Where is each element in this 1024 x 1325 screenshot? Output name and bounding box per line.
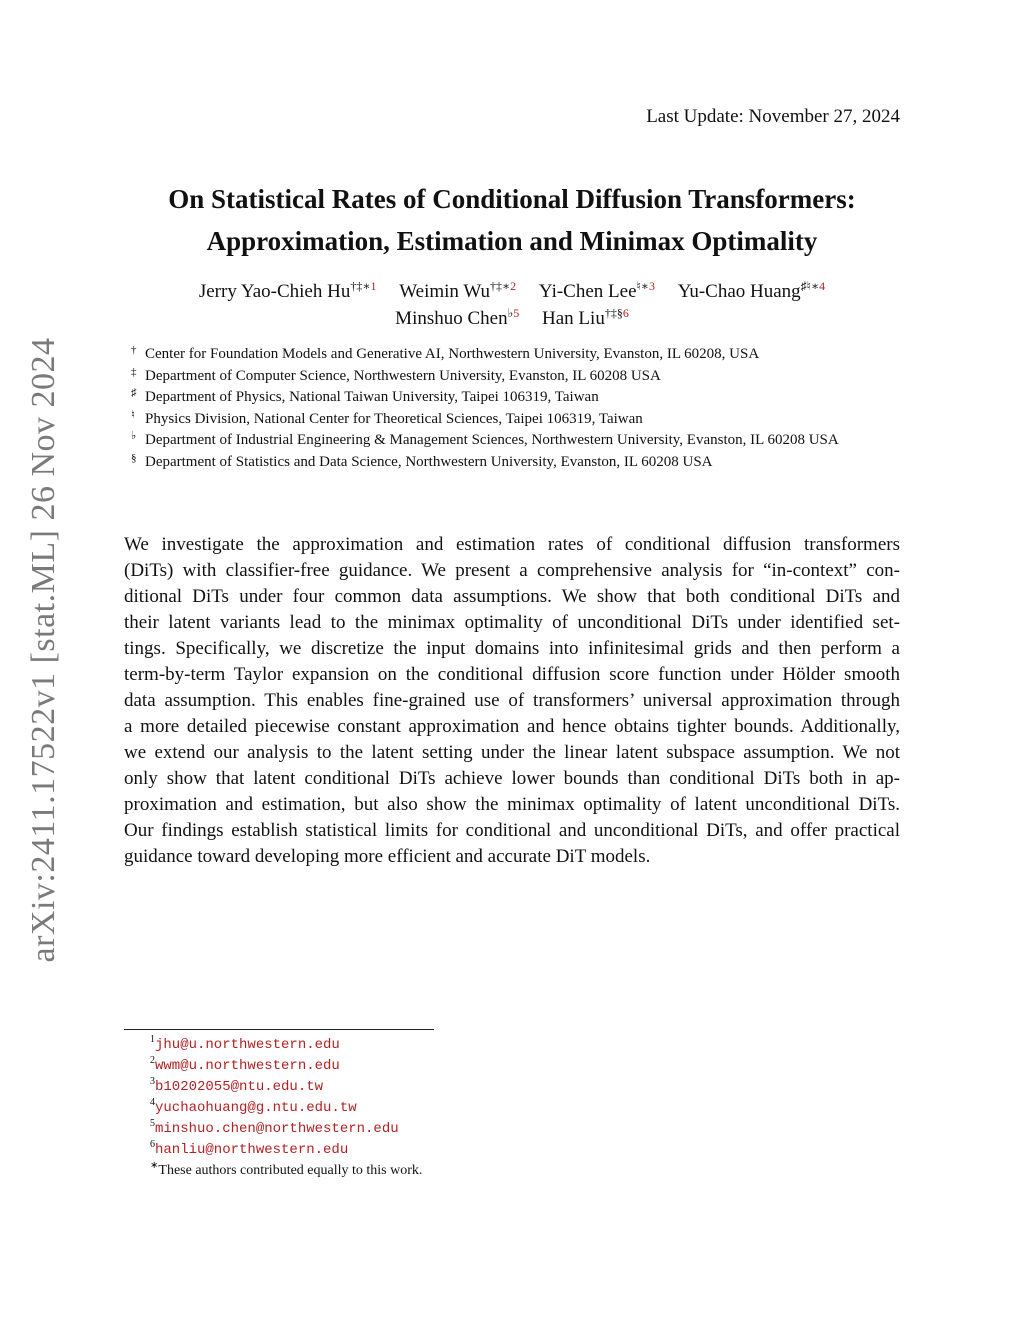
footnote [150,1097,422,1118]
affiliation: ♮ Physics Division, National Center for Theoretical Sciences, Taipei 106319, Taiwan [131,408,643,427]
abstract [124,532,900,870]
paper-title [0,178,1024,262]
affiliation-list [131,344,839,474]
author-footnote-link[interactable]: 3 [648,279,655,293]
email-link[interactable]: hanliu@northwestern.edu [155,1142,349,1158]
title-line-2: Approximation, Estimation and Minimax Optimality [206,226,818,256]
footnote-mark: 2 [150,1055,155,1066]
affiliation: ♯ Department of Physics, National Taiwan University, Taipei 106319, Taiwan [131,387,599,406]
footnote [150,1055,422,1076]
email-link[interactable]: minshuo.chen@northwestern.edu [155,1121,399,1137]
author-row-2 [0,305,1024,332]
footnote [150,1076,422,1097]
abstract-line: (DiTs) with classifier-free guidance. We present a comprehensive analysis for “in-context” con- [124,560,900,581]
abstract-line: term-by-term Taylor expansion on the conditional diffusion score function under Hölder smooth [124,664,900,685]
affiliation-text: Department of Statistics and Data Science, Northwestern University, Evanston, IL 60208 USA [145,453,713,470]
footnote [150,1139,422,1160]
abstract-line: we extend our analysis to the latent setting under the linear latent subspace assumption. We not [124,742,900,763]
abstract-line: a more detailed piecewise constant approximation and hence obtains tighter bounds. Additionally, [124,716,900,737]
author-list [0,278,1024,332]
author-name: Yu-Chao Huang [677,281,801,302]
author-footnote-link[interactable]: 6 [622,306,629,320]
affiliation-text: Department of Industrial Engineering & Management Sciences, Northwestern University, Evanston, IL 60208 USA [145,432,839,449]
author-name: Minshuo Chen [395,308,508,329]
author [199,278,377,305]
email-link[interactable]: yuchaohuang@g.ntu.edu.tw [155,1100,357,1116]
abstract-line: ditional DiTs under four common data assumptions. We show that both conditional DiTs and [124,586,900,607]
affiliation-text: Department of Computer Science, Northwestern University, Evanston, IL 60208 USA [145,367,661,384]
footnote-mark: ∗ [150,1160,159,1171]
author-name: Yi-Chen Lee [538,281,637,302]
abstract-line: guidance toward developing more efficient and accurate DiT models. [124,846,651,867]
author [542,305,629,332]
author-name: Weimin Wu [399,281,490,302]
equal-contribution-note [150,1160,422,1181]
email-link[interactable]: jhu@u.northwestern.edu [155,1037,340,1053]
footnote [150,1034,422,1055]
author-affiliation-marks: ♮∗ [636,279,649,293]
arxiv-stamp: arXiv:2411.17522v1 [stat.ML] 26 Nov 2024 [25,337,62,963]
author-name: Han Liu [542,308,605,329]
footnote [150,1118,422,1139]
author-footnote-link[interactable]: 4 [819,279,826,293]
abstract-line: Our findings establish statistical limits for conditional and unconditional DiTs, and offer practical [124,820,900,841]
last-update-date: Last Update: November 27, 2024 [646,106,900,127]
footnote-mark: 1 [150,1034,155,1045]
abstract-line: their latent variants lead to the minimax optimality of unconditional DiTs under identified set- [124,612,900,633]
author-affiliation-marks: ♯♮∗ [800,279,820,293]
author-footnote-link[interactable]: 1 [370,279,377,293]
author [678,278,825,305]
abstract-line: We investigate the approximation and estimation rates of conditional diffusion transformers [124,534,900,555]
affiliation: ‡ Department of Computer Science, Northwestern University, Evanston, IL 60208 USA [131,365,661,384]
footnote-divider [124,1029,434,1030]
author-footnote-link[interactable]: 5 [513,306,520,320]
author-affiliation-marks: †‡§ [604,306,623,320]
affiliation-text: Physics Division, National Center for Theoretical Sciences, Taipei 106319, Taiwan [145,410,643,427]
title-line-1: On Statistical Rates of Conditional Diffusion Transformers: [168,184,856,214]
author-affiliation-marks: †‡∗ [350,279,371,293]
abstract-line: only show that latent conditional DiTs achieve lower bounds than conditional DiTs both in ap- [124,768,900,789]
email-link[interactable]: wwm@u.northwestern.edu [155,1058,340,1074]
footnote-mark: 5 [150,1118,155,1129]
email-link[interactable]: b10202055@ntu.edu.tw [155,1079,324,1095]
affiliation: § Department of Statistics and Data Science, Northwestern University, Evanston, IL 60208 USA [131,451,713,470]
author-affiliation-marks: ♭ [507,306,514,320]
footnote-mark: 6 [150,1139,155,1150]
author [539,278,655,305]
affiliation: † Center for Foundation Models and Generative AI, Northwestern University, Evanston, IL 60208, USA [131,344,760,362]
affiliation: ♭ Department of Industrial Engineering & Management Sciences, Northwestern University, Evanston, IL 60208 USA [131,430,839,449]
footnote-mark: 4 [150,1097,155,1108]
author-row-1 [0,278,1024,305]
author [395,305,519,332]
footnote-mark: 3 [150,1076,155,1087]
author-name: Jerry Yao-Chieh Hu [198,281,351,302]
footnote-text: These authors contributed equally to this work. [158,1163,423,1178]
affiliation-text: Department of Physics, National Taiwan University, Taipei 106319, Taiwan [145,389,599,406]
author-footnote-link[interactable]: 2 [510,279,517,293]
abstract-line: data assumption. This enables fine-grained use of transformers’ universal approximation through [124,690,900,711]
abstract-line: proximation and estimation, but also show the minimax optimality of latent unconditional DiTs. [124,794,900,815]
abstract-line: tings. Specifically, we discretize the input domains into infinitesimal grids and then perform a [124,638,900,659]
author [399,278,516,305]
footnote-list [150,1034,422,1181]
author-affiliation-marks: †‡∗ [490,279,511,293]
affiliation-text: Center for Foundation Models and Generative AI, Northwestern University, Evanston, IL 60208, USA [145,346,760,362]
